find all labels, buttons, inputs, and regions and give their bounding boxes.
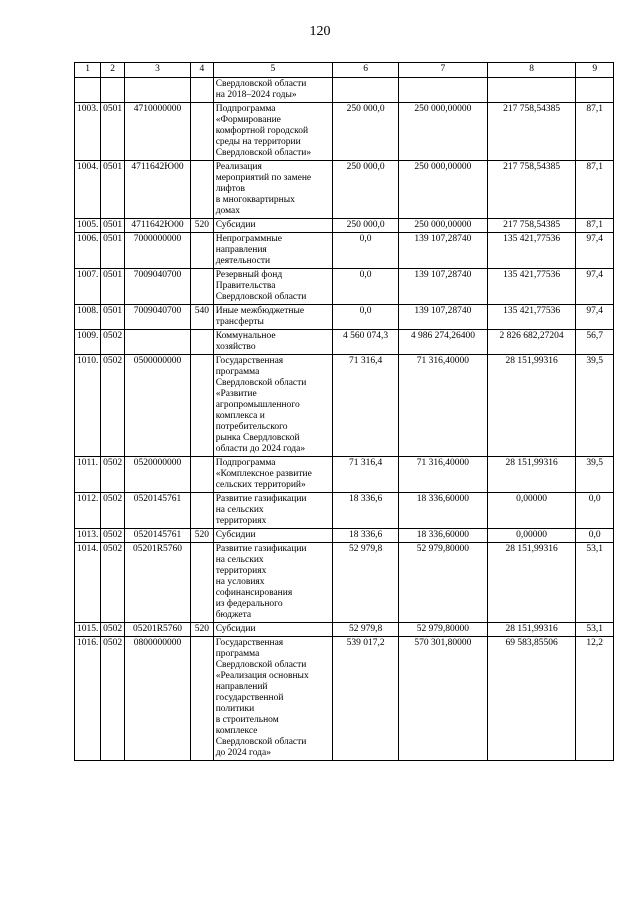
planned-amount-cell: 18 336,6 — [333, 493, 399, 529]
percent-cell: 87,1 — [576, 161, 614, 219]
column-header: 3 — [125, 63, 191, 78]
percent-cell: 56,7 — [576, 330, 614, 355]
table-row — [75, 543, 614, 623]
planned-amount-cell: 250 000,0 — [333, 103, 399, 161]
planned-amount-cell: 0,0 — [333, 233, 399, 269]
table-row — [75, 493, 614, 529]
target-article-cell: 4711642Ю00 — [125, 161, 191, 219]
item-name-cell: Развитие газификации на сельских территориях на условиях софинансирования из федерального бюджета — [213, 543, 332, 623]
column-header: 4 — [190, 63, 213, 78]
item-name-cell: Субсидии — [213, 623, 332, 637]
executed-amount-cell: 217 758,54385 — [487, 219, 576, 233]
section-code-cell: 0502 — [101, 529, 125, 543]
percent-cell: 97,4 — [576, 269, 614, 305]
planned-amount-cell: 71 316,4 — [333, 355, 399, 457]
expense-type-cell — [190, 233, 213, 269]
executed-amount-cell: 69 583,85506 — [487, 637, 576, 761]
expense-type-cell — [190, 103, 213, 161]
section-code-cell: 0501 — [101, 161, 125, 219]
executed-amount-cell — [487, 78, 576, 103]
target-article-cell: 4711642Ю00 — [125, 219, 191, 233]
planned-amount-cell: 0,0 — [333, 305, 399, 330]
row-number-cell: 1007. — [75, 269, 101, 305]
executed-amount-cell: 135 421,77536 — [487, 233, 576, 269]
row-number-cell: 1003. — [75, 103, 101, 161]
table-row — [75, 269, 614, 305]
item-name-cell: Резервный фонд Правительства Свердловской области — [213, 269, 332, 305]
item-name-cell: Коммунальное хозяйство — [213, 330, 332, 355]
item-name-cell: Развитие газификации на сельских территориях — [213, 493, 332, 529]
percent-cell: 39,5 — [576, 355, 614, 457]
header-row — [75, 63, 614, 78]
expense-type-cell — [190, 330, 213, 355]
row-number-cell: 1015. — [75, 623, 101, 637]
table-row — [75, 623, 614, 637]
target-article-cell: 05201R5760 — [125, 543, 191, 623]
expense-type-cell — [190, 457, 213, 493]
revised-amount-cell: 250 000,00000 — [399, 219, 488, 233]
percent-cell: 53,1 — [576, 543, 614, 623]
table-row — [75, 529, 614, 543]
section-code-cell: 0502 — [101, 637, 125, 761]
target-article-cell: 4710000000 — [125, 103, 191, 161]
target-article-cell: 05201R5760 — [125, 623, 191, 637]
table-row — [75, 305, 614, 330]
item-name-cell: Государственная программа Свердловской области «Развитие агропромышленного комплекса и потребительского рынка Свердловской области до 2024 года» — [213, 355, 332, 457]
item-name-cell: Свердловской области на 2018–2024 годы» — [213, 78, 332, 103]
revised-amount-cell: 52 979,80000 — [399, 543, 488, 623]
executed-amount-cell: 0,00000 — [487, 493, 576, 529]
percent-cell: 12,2 — [576, 637, 614, 761]
section-code-cell: 0501 — [101, 305, 125, 330]
percent-cell: 53,1 — [576, 623, 614, 637]
planned-amount-cell: 539 017,2 — [333, 637, 399, 761]
planned-amount-cell: 250 000,0 — [333, 219, 399, 233]
table-row — [75, 78, 614, 103]
expense-type-cell — [190, 493, 213, 529]
executed-amount-cell: 217 758,54385 — [487, 103, 576, 161]
page-number: 120 — [309, 24, 331, 39]
expense-type-cell — [190, 355, 213, 457]
executed-amount-cell: 28 151,99316 — [487, 543, 576, 623]
expense-type-cell: 520 — [190, 219, 213, 233]
row-number-cell: 1014. — [75, 543, 101, 623]
table-row — [75, 637, 614, 761]
row-number-cell: 1005. — [75, 219, 101, 233]
target-article-cell: 0520145761 — [125, 493, 191, 529]
target-article-cell: 7009040700 — [125, 305, 191, 330]
executed-amount-cell: 135 421,77536 — [487, 269, 576, 305]
table-row — [75, 355, 614, 457]
table-row — [75, 103, 614, 161]
table-row — [75, 233, 614, 269]
column-header: 1 — [75, 63, 101, 78]
expense-type-cell: 520 — [190, 623, 213, 637]
column-header: 2 — [101, 63, 125, 78]
row-number-cell: 1009. — [75, 330, 101, 355]
column-header: 9 — [576, 63, 614, 78]
executed-amount-cell: 28 151,99316 — [487, 623, 576, 637]
expense-type-cell — [190, 637, 213, 761]
row-number-cell: 1013. — [75, 529, 101, 543]
percent-cell: 87,1 — [576, 219, 614, 233]
expense-type-cell — [190, 543, 213, 623]
column-header: 6 — [333, 63, 399, 78]
target-article-cell: 7009040700 — [125, 269, 191, 305]
section-code-cell: 0502 — [101, 493, 125, 529]
executed-amount-cell: 0,00000 — [487, 529, 576, 543]
revised-amount-cell: 250 000,00000 — [399, 103, 488, 161]
revised-amount-cell: 18 336,60000 — [399, 493, 488, 529]
executed-amount-cell: 2 826 682,27204 — [487, 330, 576, 355]
planned-amount-cell: 0,0 — [333, 269, 399, 305]
target-article-cell — [125, 330, 191, 355]
target-article-cell: 7000000000 — [125, 233, 191, 269]
section-code-cell — [101, 78, 125, 103]
planned-amount-cell: 52 979,8 — [333, 623, 399, 637]
executed-amount-cell: 28 151,99316 — [487, 355, 576, 457]
percent-cell: 97,4 — [576, 305, 614, 330]
table-row — [75, 161, 614, 219]
revised-amount-cell: 4 986 274,26400 — [399, 330, 488, 355]
item-name-cell: Субсидии — [213, 529, 332, 543]
planned-amount-cell — [333, 78, 399, 103]
table-row — [75, 330, 614, 355]
section-code-cell: 0502 — [101, 623, 125, 637]
column-header: 7 — [399, 63, 488, 78]
revised-amount-cell: 139 107,28740 — [399, 233, 488, 269]
section-code-cell: 0501 — [101, 103, 125, 161]
revised-amount-cell: 18 336,60000 — [399, 529, 488, 543]
planned-amount-cell: 4 560 074,3 — [333, 330, 399, 355]
revised-amount-cell: 139 107,28740 — [399, 269, 488, 305]
planned-amount-cell: 18 336,6 — [333, 529, 399, 543]
item-name-cell: Субсидии — [213, 219, 332, 233]
row-number-cell: 1016. — [75, 637, 101, 761]
revised-amount-cell: 250 000,00000 — [399, 161, 488, 219]
row-number-cell: 1006. — [75, 233, 101, 269]
expense-type-cell: 520 — [190, 529, 213, 543]
executed-amount-cell: 217 758,54385 — [487, 161, 576, 219]
row-number-cell: 1011. — [75, 457, 101, 493]
executed-amount-cell: 28 151,99316 — [487, 457, 576, 493]
section-code-cell: 0501 — [101, 269, 125, 305]
section-code-cell: 0502 — [101, 330, 125, 355]
item-name-cell: Подпрограмма «Формирование комфортной городской среды на территории Свердловской области» — [213, 103, 332, 161]
table-body — [75, 78, 614, 761]
revised-amount-cell: 71 316,40000 — [399, 355, 488, 457]
planned-amount-cell: 71 316,4 — [333, 457, 399, 493]
row-number-cell: 1008. — [75, 305, 101, 330]
revised-amount-cell: 71 316,40000 — [399, 457, 488, 493]
column-header: 5 — [213, 63, 332, 78]
target-article-cell: 0500000000 — [125, 355, 191, 457]
section-code-cell: 0502 — [101, 355, 125, 457]
percent-cell: 0,0 — [576, 529, 614, 543]
target-article-cell: 0800000000 — [125, 637, 191, 761]
percent-cell: 0,0 — [576, 493, 614, 529]
revised-amount-cell: 52 979,80000 — [399, 623, 488, 637]
expense-type-cell — [190, 269, 213, 305]
table-row — [75, 457, 614, 493]
expense-type-cell — [190, 161, 213, 219]
item-name-cell: Государственная программа Свердловской области «Реализация основных направлений государственной политики в строительном комплексе Свердловской области до 2024 года» — [213, 637, 332, 761]
target-article-cell — [125, 78, 191, 103]
percent-cell — [576, 78, 614, 103]
revised-amount-cell — [399, 78, 488, 103]
row-number-cell: 1010. — [75, 355, 101, 457]
percent-cell: 97,4 — [576, 233, 614, 269]
section-code-cell: 0501 — [101, 233, 125, 269]
table-row — [75, 219, 614, 233]
row-number-cell: 1004. — [75, 161, 101, 219]
section-code-cell: 0502 — [101, 543, 125, 623]
expense-type-cell: 540 — [190, 305, 213, 330]
column-header: 8 — [487, 63, 576, 78]
planned-amount-cell: 250 000,0 — [333, 161, 399, 219]
item-name-cell: Иные межбюджетные трансферты — [213, 305, 332, 330]
budget-table — [74, 62, 614, 761]
target-article-cell: 0520000000 — [125, 457, 191, 493]
executed-amount-cell: 135 421,77536 — [487, 305, 576, 330]
item-name-cell: Реализация мероприятий по замене лифтов в многоквартирных домах — [213, 161, 332, 219]
target-article-cell: 0520145761 — [125, 529, 191, 543]
revised-amount-cell: 570 301,80000 — [399, 637, 488, 761]
section-code-cell: 0501 — [101, 219, 125, 233]
revised-amount-cell: 139 107,28740 — [399, 305, 488, 330]
row-number-cell — [75, 78, 101, 103]
expense-type-cell — [190, 78, 213, 103]
item-name-cell: Непрограммные направления деятельности — [213, 233, 332, 269]
planned-amount-cell: 52 979,8 — [333, 543, 399, 623]
item-name-cell: Подпрограмма «Комплексное развитие сельских территорий» — [213, 457, 332, 493]
percent-cell: 39,5 — [576, 457, 614, 493]
percent-cell: 87,1 — [576, 103, 614, 161]
section-code-cell: 0502 — [101, 457, 125, 493]
row-number-cell: 1012. — [75, 493, 101, 529]
